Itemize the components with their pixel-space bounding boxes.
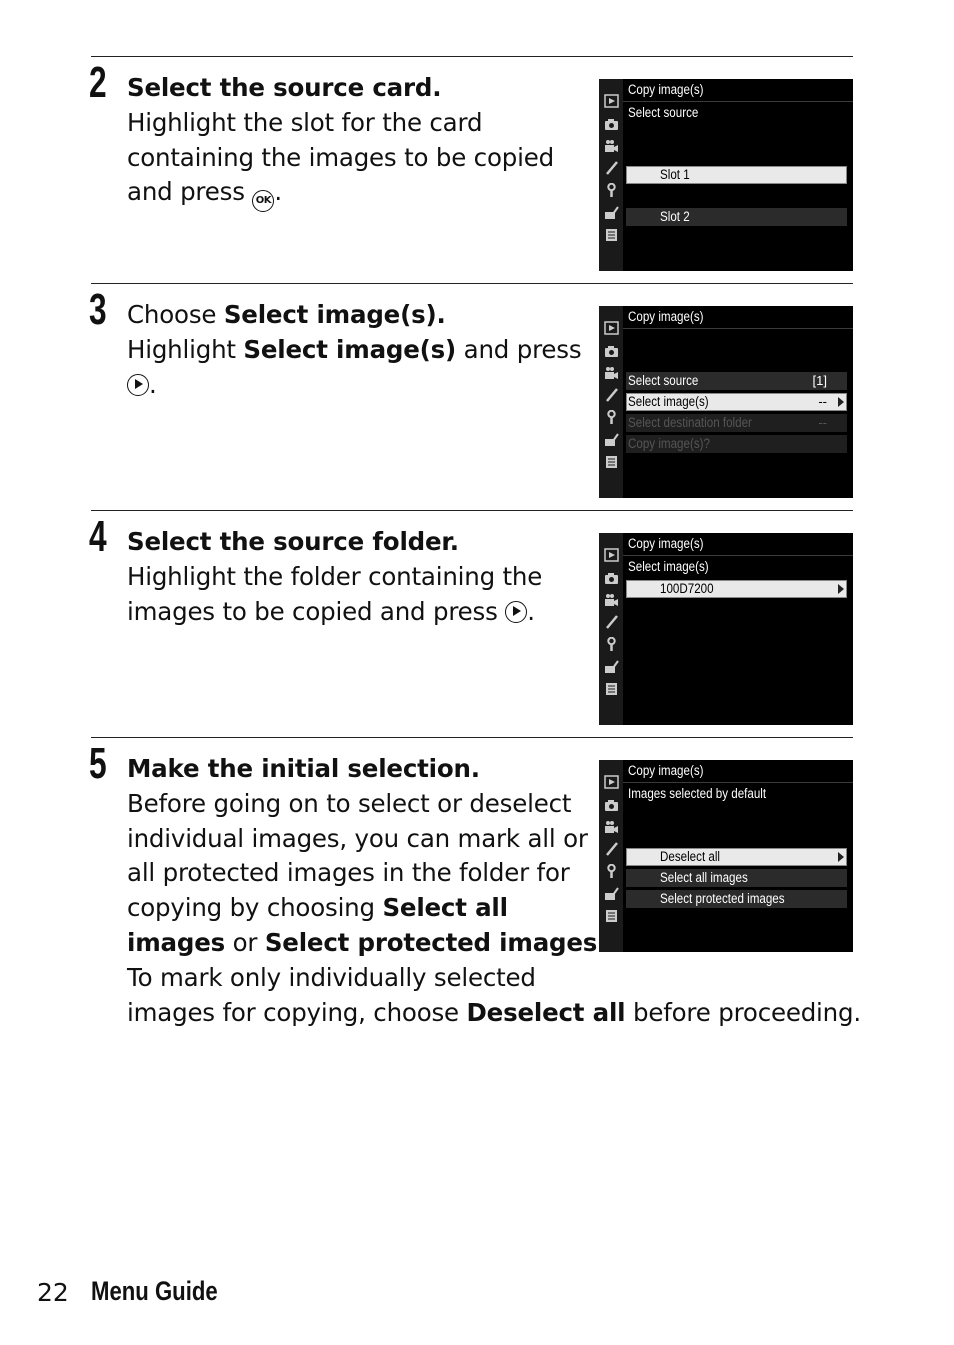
- section-divider: [91, 56, 853, 57]
- step-number: 5: [89, 739, 107, 788]
- slot-indicator: [1]: [812, 373, 827, 388]
- step-heading: Select the source card.: [127, 73, 442, 102]
- menu-sidebar: [599, 79, 623, 271]
- my-menu-icon[interactable]: [603, 455, 619, 469]
- camera-icon[interactable]: [603, 798, 619, 812]
- step-heading: Make the initial selection.: [127, 754, 480, 783]
- step-heading: Select the source folder.: [127, 527, 459, 556]
- camera-screen-default-selection: [599, 760, 853, 952]
- step-body-line: containing the images to be copied: [127, 142, 554, 172]
- my-menu-icon[interactable]: [603, 682, 619, 696]
- step-2-text: Select the source card. Highlight the slot for the card containing the images to be copied and press OK .: [127, 71, 554, 212]
- screen-header: Copy image(s): [628, 82, 704, 97]
- movie-icon[interactable]: [603, 593, 619, 607]
- pencil-icon[interactable]: [603, 161, 619, 175]
- menu-sidebar: [599, 533, 623, 725]
- step-body-line: images to be copied and press: [127, 596, 498, 626]
- menu-item-select-protected-images[interactable]: Select protected images: [626, 890, 847, 908]
- screen-subtitle: Select source: [628, 105, 699, 120]
- menu-item-deselect-all[interactable]: Deselect all: [626, 848, 847, 866]
- step-5-text: Make the initial selection. Before going on to select or deselect individual images, you can mark all or all protected images in the folder for copying by choosing Select all images or Select protected images To mark only individually selected images for copying, choose Deselect all before proceeding.: [127, 754, 861, 1027]
- pencil-icon[interactable]: [603, 842, 619, 856]
- wrench-icon[interactable]: [603, 183, 619, 197]
- playback-icon[interactable]: [603, 94, 619, 108]
- menu-sidebar: [599, 306, 623, 498]
- menu-sidebar: [599, 760, 623, 952]
- camera-icon[interactable]: [603, 344, 619, 358]
- screen-header: Copy image(s): [628, 536, 704, 551]
- retouch-icon[interactable]: [603, 660, 619, 674]
- step-number: 2: [89, 58, 107, 107]
- section-title: Menu Guide: [91, 1276, 218, 1306]
- menu-item-select-images[interactable]: Select image(s) --: [626, 393, 847, 411]
- menu-item-copy-images[interactable]: Copy image(s)?: [626, 435, 847, 453]
- movie-icon[interactable]: [603, 139, 619, 153]
- section-divider: [91, 283, 853, 284]
- step-body-line: Highlight the slot for the card: [127, 107, 483, 137]
- menu-item-slot-1[interactable]: Slot 1: [626, 166, 847, 184]
- multi-selector-right-icon: [127, 374, 149, 396]
- camera-screen-copy-menu: [599, 306, 853, 498]
- folder-item-100D7200[interactable]: 100D7200: [626, 580, 847, 598]
- arrow-right-icon: [838, 397, 844, 407]
- retouch-icon[interactable]: [603, 206, 619, 220]
- step-heading: Select image(s): [223, 300, 437, 329]
- section-divider: [91, 737, 853, 738]
- step-number: 4: [89, 512, 107, 561]
- step-body-line: and press: [127, 177, 245, 207]
- screen-subtitle: Select image(s): [628, 559, 709, 574]
- multi-selector-right-icon: [505, 601, 527, 623]
- movie-icon[interactable]: [603, 820, 619, 834]
- arrow-right-icon: [838, 584, 844, 594]
- menu-item-select-destination[interactable]: Select destination folder --: [626, 414, 847, 432]
- playback-icon[interactable]: [603, 321, 619, 335]
- screen-header: Copy image(s): [628, 309, 704, 324]
- step-3-text: Choose Select image(s). Highlight Select image(s) and press .: [127, 300, 582, 399]
- my-menu-icon[interactable]: [603, 909, 619, 923]
- camera-screen-select-source: [599, 79, 853, 271]
- playback-icon[interactable]: [603, 775, 619, 789]
- retouch-icon[interactable]: [603, 433, 619, 447]
- my-menu-icon[interactable]: [603, 228, 619, 242]
- screen-subtitle: Images selected by default: [628, 786, 767, 801]
- pencil-icon[interactable]: [603, 615, 619, 629]
- camera-icon[interactable]: [603, 117, 619, 131]
- pencil-icon[interactable]: [603, 388, 619, 402]
- wrench-icon[interactable]: [603, 864, 619, 878]
- menu-item-select-all-images[interactable]: Select all images: [626, 869, 847, 887]
- step-body-line: Highlight the folder containing the: [127, 561, 543, 591]
- screen-header: Copy image(s): [628, 763, 704, 778]
- camera-screen-select-folder: [599, 533, 853, 725]
- ok-button-icon: OK: [252, 190, 274, 212]
- menu-item-select-source[interactable]: Select source [1]: [626, 372, 847, 390]
- camera-icon[interactable]: [603, 571, 619, 585]
- step-4-text: Select the source folder. Highlight the folder containing the images to be copied and press .: [127, 527, 543, 626]
- step-number: 3: [89, 285, 107, 334]
- section-divider: [91, 510, 853, 511]
- movie-icon[interactable]: [603, 366, 619, 380]
- retouch-icon[interactable]: [603, 887, 619, 901]
- wrench-icon[interactable]: [603, 637, 619, 651]
- menu-item-slot-2[interactable]: Slot 2: [626, 208, 847, 226]
- page-number: 22: [37, 1278, 69, 1307]
- playback-icon[interactable]: [603, 548, 619, 562]
- arrow-right-icon: [838, 852, 844, 862]
- wrench-icon[interactable]: [603, 410, 619, 424]
